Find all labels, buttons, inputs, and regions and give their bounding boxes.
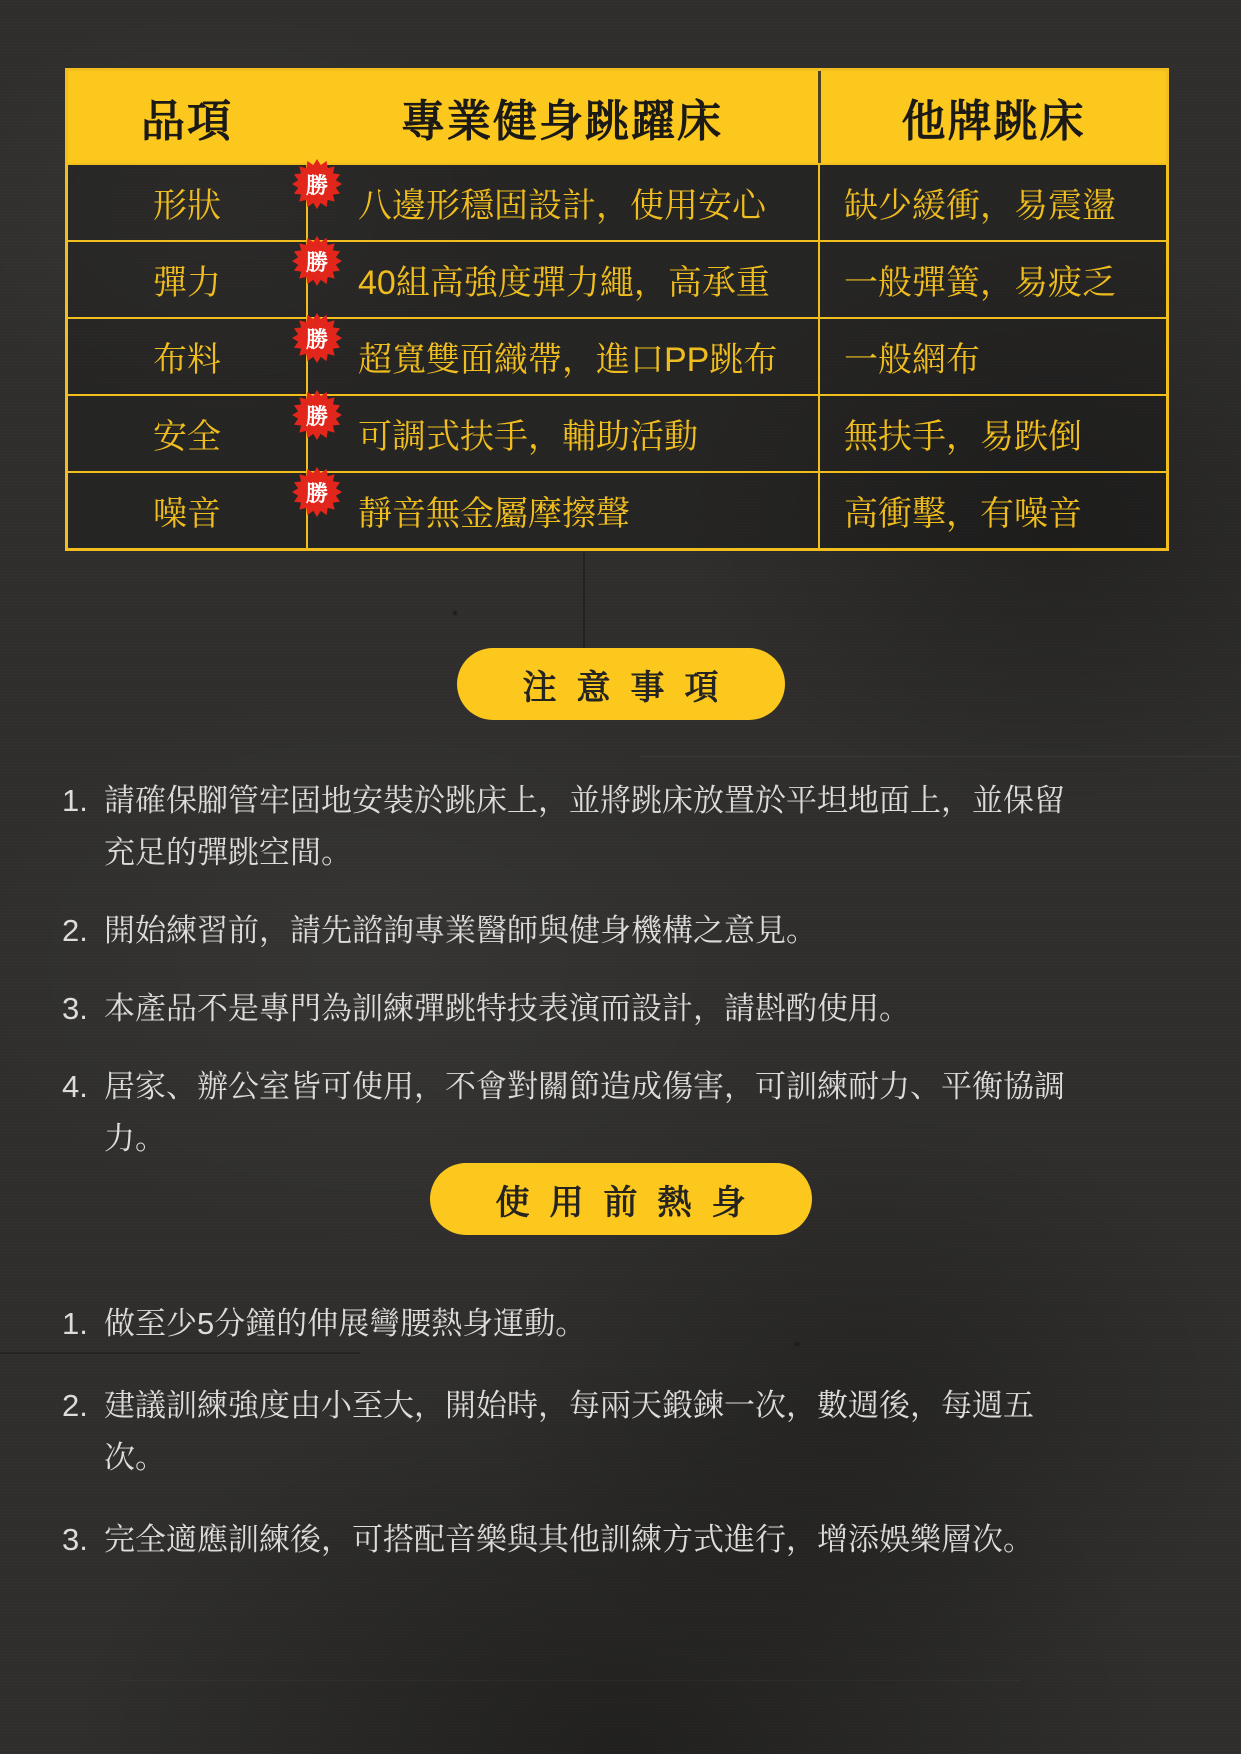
table-cell-ours-text: 可調式扶手，輔助活動 <box>358 418 698 456</box>
table-cell-theirs: 一般網布 <box>818 317 1166 394</box>
list-item <box>62 1380 1202 1484</box>
warmup-title-pill: 使用前熱身 <box>430 1163 812 1235</box>
list-item-number: 3. <box>62 991 88 1026</box>
win-badge-label: 勝 <box>305 172 328 198</box>
list-item-text: 做至少5分鐘的伸展彎腰熱身運動。 <box>104 1306 587 1341</box>
table-header-item: 品項 <box>68 71 306 163</box>
win-badge-icon <box>292 236 342 286</box>
table-cell-theirs: 無扶手，易跌倒 <box>818 394 1166 471</box>
table-cell-theirs: 一般彈簧，易疲乏 <box>818 240 1166 317</box>
table-cell-ours <box>306 240 818 317</box>
table-cell-item: 安全 <box>68 394 306 471</box>
table-cell-ours-text: 靜音無金屬摩擦聲 <box>358 495 630 533</box>
win-badge-icon <box>292 390 342 440</box>
comparison-table <box>65 68 1169 551</box>
table-cell-ours <box>306 163 818 240</box>
list-item <box>62 905 1202 957</box>
win-badge-label: 勝 <box>305 480 328 506</box>
list-item-text: 請確保腳管牢固地安裝於跳床上，並將跳床放置於平坦地面上，並保留充足的彈跳空間。 <box>104 783 1065 870</box>
list-item-text: 完全適應訓練後，可搭配音樂與其他訓練方式進行，增添娛樂層次。 <box>104 1522 1034 1557</box>
table-cell-item: 噪音 <box>68 471 306 548</box>
win-badge-icon <box>292 159 342 209</box>
notes-title-pill: 注意事項 <box>457 648 785 720</box>
list-item <box>62 1514 1202 1566</box>
win-badge-label: 勝 <box>305 249 328 275</box>
table-cell-item: 形狀 <box>68 163 306 240</box>
list-item-number: 1. <box>62 783 88 818</box>
list-item-number: 1. <box>62 1306 88 1341</box>
table-cell-ours <box>306 394 818 471</box>
table-cell-ours-text: 八邊形穩固設計，使用安心 <box>358 187 766 225</box>
table-cell-item: 布料 <box>68 317 306 394</box>
list-item <box>62 1298 1202 1350</box>
list-item <box>62 1061 1202 1165</box>
notes-section-header <box>0 648 1241 720</box>
list-item-number: 2. <box>62 1388 88 1423</box>
table-header-theirs: 他牌跳床 <box>818 71 1166 163</box>
list-item-number: 4. <box>62 1069 88 1104</box>
list-item-number: 3. <box>62 1522 88 1557</box>
list-item <box>62 983 1202 1035</box>
list-item-number: 2. <box>62 913 88 948</box>
table-cell-theirs: 高衝擊，有噪音 <box>818 471 1166 548</box>
list-item <box>62 775 1202 879</box>
list-item-text: 開始練習前，請先諮詢專業醫師與健身機構之意見。 <box>104 913 817 948</box>
table-cell-item: 彈力 <box>68 240 306 317</box>
notes-list <box>62 775 1202 1191</box>
list-item-text: 本產品不是專門為訓練彈跳特技表演而設計，請斟酌使用。 <box>104 991 910 1026</box>
table-cell-theirs: 缺少緩衝，易震盪 <box>818 163 1166 240</box>
table-cell-ours <box>306 471 818 548</box>
win-badge-label: 勝 <box>305 326 328 352</box>
warmup-section-header <box>0 1163 1241 1235</box>
warmup-list <box>62 1298 1202 1596</box>
list-item-text: 建議訓練強度由小至大，開始時，每兩天鍛鍊一次，數週後，每週五次。 <box>104 1388 1034 1475</box>
table-header-ours: 專業健身跳躍床 <box>306 71 818 163</box>
win-badge-label: 勝 <box>305 403 328 429</box>
table-cell-ours-text: 40組高強度彈力繩，高承重 <box>358 264 770 302</box>
win-badge-icon <box>292 467 342 517</box>
table-cell-ours <box>306 317 818 394</box>
win-badge-icon <box>292 313 342 363</box>
table-cell-ours-text: 超寬雙面織帶，進口PP跳布 <box>358 341 778 379</box>
list-item-text: 居家、辦公室皆可使用，不會對關節造成傷害，可訓練耐力、平衡協調力。 <box>104 1069 1065 1156</box>
